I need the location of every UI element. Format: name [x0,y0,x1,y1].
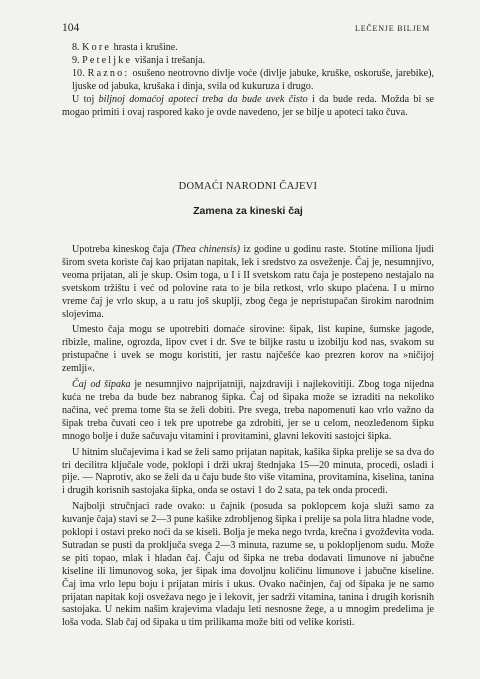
note-rest: i da bude reda. Možda bi se mogao primiti i ovaj raspored kako je ovde navedeno, jer se bilje u apoteci tako čuva. [62,93,434,118]
list-item-number: 9. [72,54,80,66]
list-item-text: višanja i trešanja. [134,54,206,66]
paragraph: U hitnim slučajevima i kad se želi samo prijatan napitak, kašika šipka prelije se sa dva do tri decilitra ključale vode, poklopi i drži ukraj štednjaka 15—20 minuta, procedi, osladi i pije. — Naprotiv, ako se želi da u čaju bude što više vitamina, provitamina, kiselina, tanina i drugih korisnih sastojaka šipka, onda se ostavi 1 do 2 sata, pa tek onda procedi. [62,446,434,497]
list-item [62,55,434,68]
paragraph: Umesto čaja mogu se upotrebiti domaće sirovine: šipak, list kupine, šumske jagode, ribizle, maline, ogrozda, lipov cvet i dr. Sve te biljke rastu u izobilju kod nas, svakom su pristupačne i uvek se mogu koristiti, jer rastu najčešće kao prezren korov na »ničijoj zemlji«. [62,324,434,375]
paragraph: Najbolji stručnjaci rade ovako: u čajnik (posuda sa poklopcem koja služi samo za kuvanje čaja) stavi se 2—3 pune kašike zdrobljenog šipka i prelije sa pola litra hladne vode, poklopi i ostavi preko noći da se kiseli. Bolja je meka nego tvrda, krečna i gvožđevita voda. Sutradan se pusti da proključa svega 2—3 minuta, razume se, u poklopljenom sudu. Može se piti topao, mlak i hladan čaj. Čaju od šipka ne treba dodavati limunove ni jabučne kiseline ili limunovog soka, jer šipak ima dovoljnu količinu limunove i jabučne kiseline. Čaj ima vrlo lepu boju i prijatan miris i ukus. Ovako načinjen, čaj od šipaka je ne samo prijatan napitak koji osvežava nego je i lekovit, jer sadrži vitamina, tanina i drugih korisnih sastojaka. U nekim našim krajevima vladaju leti nesnosne žege, a u mnogim predelima je loša voda. Slab čaj od šipaka u tim prilikama može biti od velike koristi. [62,501,434,629]
paragraph-text: je nesumnjivo najprijatniji, najzdraviji i najlekovitiji. Zbog toga nijedna kuća ne treba da bude bez nabranog šipka. Čaj od šipaka može se izraditi na nekoliko načina, već prema tome šta se želi dobiti. Pre svega, treba napomenuti kao vrlo važno da šipak treba čuvati ceo i tek pre upotrebe ga zdrobiti, jer se u celom, neozleđenom šipku mnogo bolje i duže sačuvaju vitamini i provitamini, glavni lekoviti sastojci šipka. [62,379,435,442]
storage-list [62,42,434,119]
list-item-term: Peteljke [82,54,133,66]
list-item-term: Razno: [87,67,130,79]
body-text [62,244,434,630]
page-header [62,22,430,34]
list-item-text: hrasta i krušine. [113,42,178,53]
note-lead: U toj [72,93,95,105]
paragraph-text: Upotreba kineskog čaja [72,244,169,255]
list-item-number: 10. [72,67,85,79]
paragraph [62,379,434,444]
running-head: LEČENJE BILJEM [355,24,430,33]
section-subtitle: Zamena za kineski čaj [193,205,303,217]
note-emphasis: biljnoj domaćoj apoteci treba da bude uvek čisto [98,93,308,105]
latin-name: (Thea chinensis) [172,244,241,255]
list-item-number: 8. [72,42,80,53]
list-item-term: Kore [82,42,112,53]
list-item [62,42,434,55]
page-number: 104 [62,22,80,34]
list-item [62,68,434,94]
section-title: DOMAĆI NARODNI ČAJEVI [178,181,318,192]
paragraph-text: iz godine u godinu raste. Stotine miliona ljudi širom sveta koriste čaj kao prijatan napitak, lek i sredstvo za osveženje. Čaj je, nesumnjivo, veoma prijatan, ali je skup. Osim toga, u I i II svetskom ratu čaja je postepeno nestajalo na svetskom tržištu i već od polovine rata to je bila retkost, vrlo skupo plaćena. I u mirno vreme čaj je vrlo skup, a u ratu još skuplji, zbog čega je nepristupačan širokim narodnim slojevima. [62,244,435,320]
paragraph [62,244,434,321]
paragraph-lead-italic: Čaj od šipaka [72,379,131,391]
apothecary-note [62,94,434,120]
list-item-text: osušeno neotrovno divlje voće (divlje jabuke, kruške, oskoruše, jarebike), ljuske od jabuka, krušaka i dinja, svila od kukuruza i drugo. [72,67,435,92]
